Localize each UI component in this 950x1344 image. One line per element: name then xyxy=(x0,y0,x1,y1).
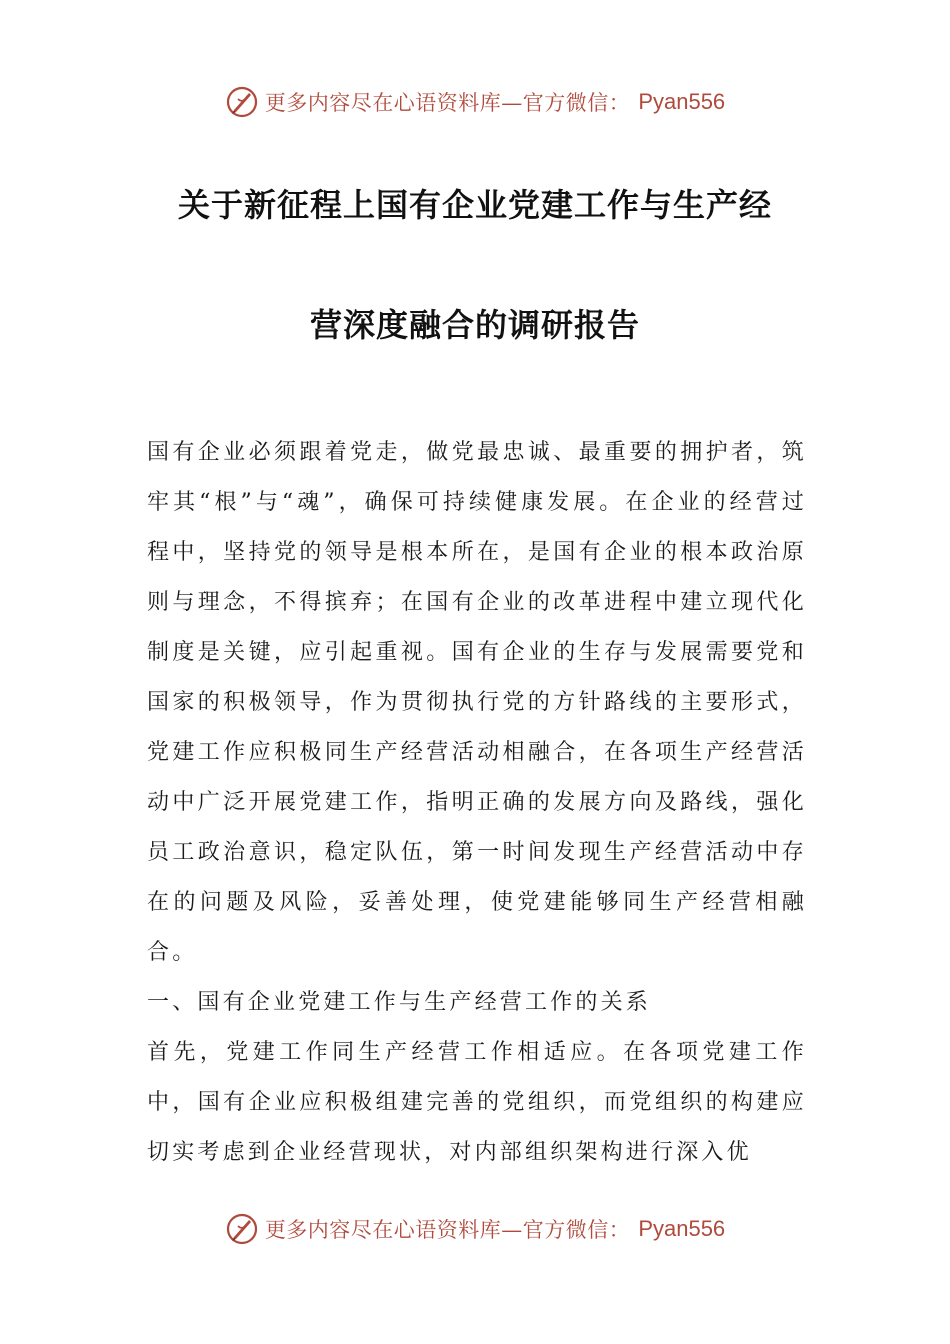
quill-logo-icon xyxy=(225,85,259,119)
watermark-handle: Pyan556 xyxy=(638,89,726,114)
document-title-line-1: 关于新征程上国有企业党建工作与生产经 xyxy=(177,186,772,224)
document-title-line-2: 营深度融合的调研报告 xyxy=(309,306,640,344)
footer-watermark xyxy=(0,1209,950,1249)
body-paragraph-section-1: 首先，党建工作同生产经营工作相适应。在各项党建工作中，国有企业应积极组建完善的党组织，而党组织的构建应切实考虑到企业经营现状，对内部组织架构进行深入优 xyxy=(147,1040,807,1165)
watermark-text: 更多内容尽在心语资料库—官方微信： xyxy=(264,1218,631,1242)
watermark-handle: Pyan556 xyxy=(638,1216,726,1241)
body-paragraph-intro: 国有企业必须跟着党走，做党最忠诚、最重要的拥护者，筑牢其“根”与“魂”，确保可持续健康发展。在企业的经营过程中，坚持党的领导是根本所在，是国有企业的根本政治原则与理念，不得摈弃；在国有企业的改革进程中建立现代化制度是关键，应引起重视。国有企业的生存与发展需要党和国家的积极领导，作为贯彻执行党的方针路线的主要形式，党建工作应积极同生产经营活动相融合，在各项生产经营活动中广泛开展党建工作，指明正确的发展方向及路线，强化员工政治意识，稳定队伍，第一时间发现生产经营活动中存在的问题及风险，妥善处理，使党建能够同生产经营相融合。 xyxy=(147,440,807,965)
quill-logo-icon xyxy=(225,1212,259,1246)
section-heading-1: 一、国有企业党建工作与生产经营工作的关系 xyxy=(147,990,652,1015)
watermark-text: 更多内容尽在心语资料库—官方微信： xyxy=(264,91,631,115)
header-watermark xyxy=(0,82,950,122)
document-body xyxy=(147,428,807,1178)
